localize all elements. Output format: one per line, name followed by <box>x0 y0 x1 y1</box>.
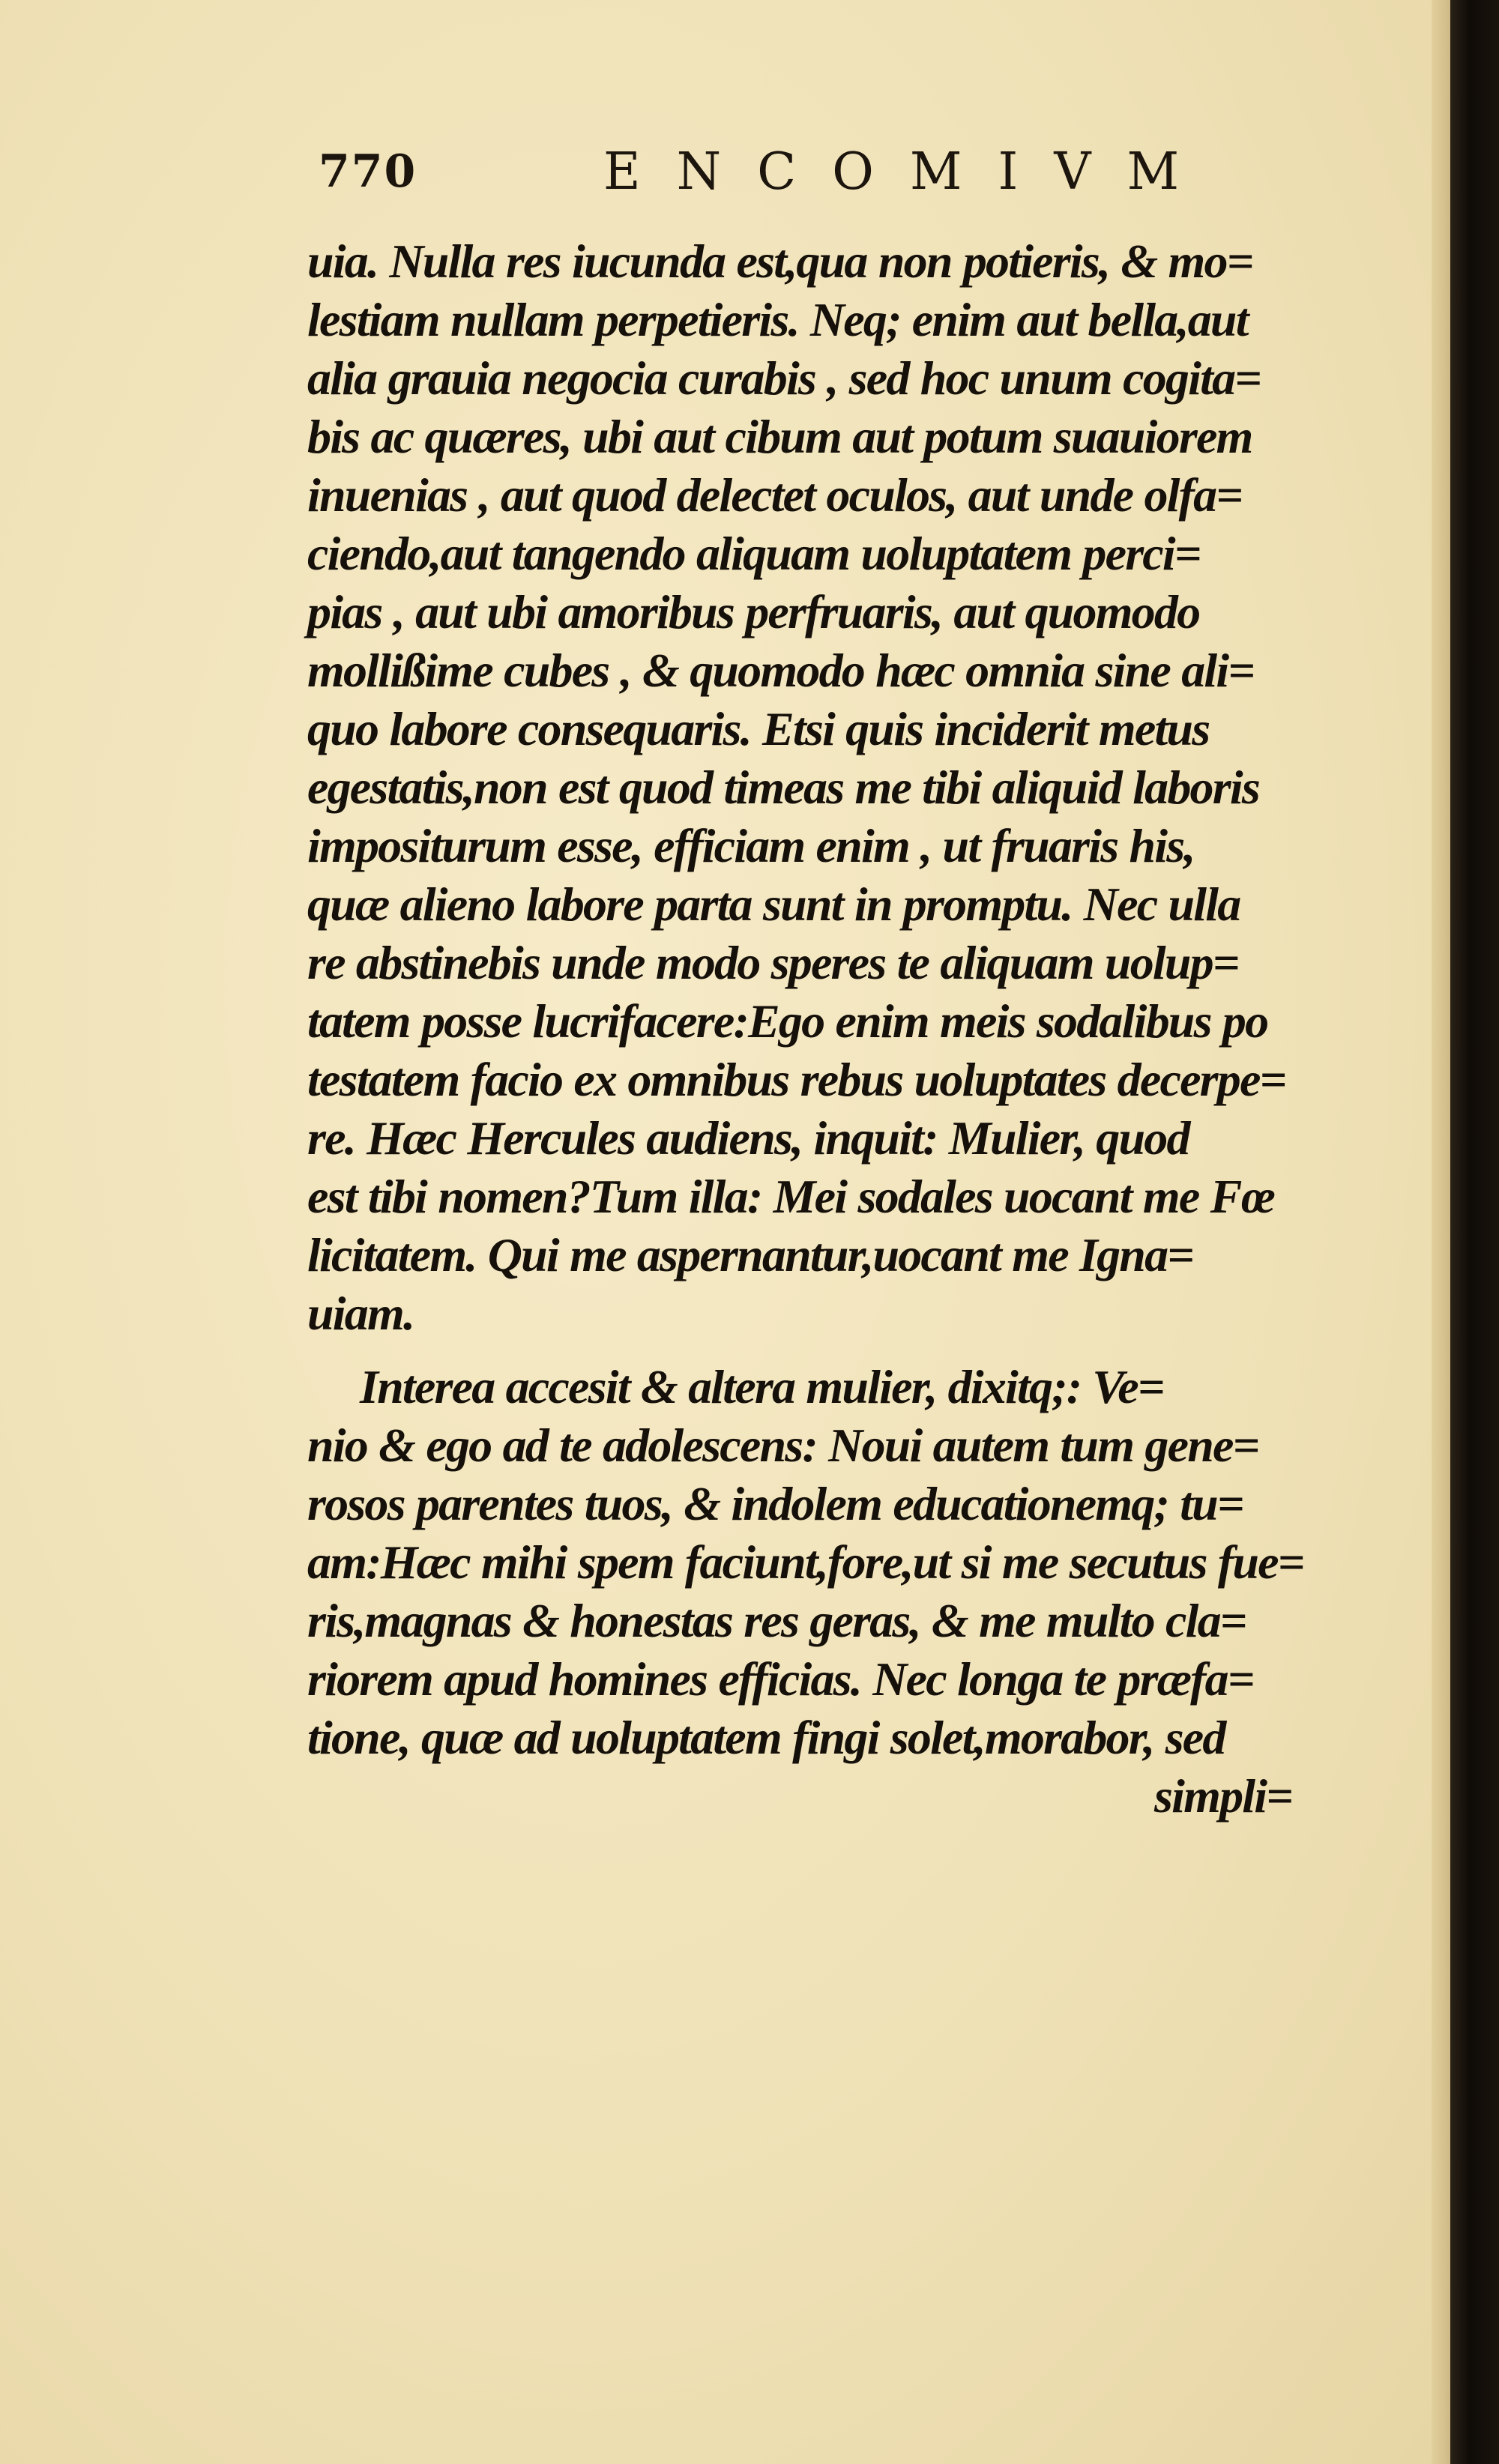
catchword: simpli= <box>1154 1769 1292 1823</box>
text-line: tione, quæ ad uoluptatem fingi solet,morabor, sed <box>307 1711 1225 1764</box>
text-line: uia. Nulla res iucunda est,qua non potieris, & mo= <box>307 235 1253 288</box>
text-line: alia grauia negocia curabis , sed hoc unum cogita= <box>307 351 1261 405</box>
page-header <box>319 142 1216 210</box>
text-line: am:Hæc mihi spem faciunt,fore,ut si me secutus fue= <box>307 1536 1304 1589</box>
page-number: 770 <box>319 145 417 198</box>
text-line: lestiam nullam perpetieris. Neq; enim aut bella,aut <box>307 293 1248 346</box>
text-line: licitatem. Qui me aspernantur,uocant me Igna= <box>307 1228 1193 1281</box>
body-text <box>307 232 1372 1826</box>
text-line: re. Hæc Hercules audiens, inquit: Mulier, quod <box>307 1111 1189 1165</box>
text-line: ris,magnas & honestas res geras, & me multo cla= <box>307 1594 1246 1647</box>
text-line: uiam. <box>307 1287 414 1340</box>
text-line: inuenias , aut quod delectet oculos, aut unde olfa= <box>307 468 1243 522</box>
page-edge <box>1432 0 1450 2464</box>
text-line: egestatis,non est quod timeas me tibi aliquid laboris <box>307 761 1259 814</box>
text-line: Interea accesit & altera mulier, dixitq;: Ve= <box>360 1360 1164 1413</box>
text-line: tatem posse lucrifacere:Ego enim meis sodalibus po <box>307 994 1268 1048</box>
text-line: testatem facio ex omnibus rebus uoluptates decerpe= <box>307 1053 1286 1106</box>
running-head: ENCOMIVM <box>603 142 1216 202</box>
text-line: quo labore consequaris. Etsi quis inciderit metus <box>307 702 1210 755</box>
book-binding <box>1450 0 1499 2464</box>
text-line: quæ alieno labore parta sunt in promptu. Nec ulla <box>307 878 1240 931</box>
text-line: impositurum esse, efficiam enim , ut fruaris his, <box>307 819 1195 872</box>
text-line: bis ac quæres, ubi aut cibum aut potum suauiorem <box>307 410 1252 463</box>
text-line: mollißime cubes , & quomodo hæc omnia sine ali= <box>307 644 1255 697</box>
paragraph-break <box>307 1343 1372 1358</box>
text-line: rosos parentes tuos, & indolem educationemq; tu= <box>307 1477 1243 1530</box>
text-line: re abstinebis unde modo speres te aliquam uolup= <box>307 936 1239 989</box>
text-line: pias , aut ubi amoribus perfruaris, aut quomodo <box>307 585 1200 638</box>
text-line: est tibi nomen?Tum illa: Mei sodales uocant me Fœ <box>307 1170 1274 1223</box>
text-line: riorem apud homines efficias. Nec longa te præfa= <box>307 1652 1254 1706</box>
text-line: nio & ego ad te adolescens: Noui autem tum gene= <box>307 1419 1259 1472</box>
text-line: ciendo,aut tangendo aliquam uoluptatem perci= <box>307 527 1201 580</box>
